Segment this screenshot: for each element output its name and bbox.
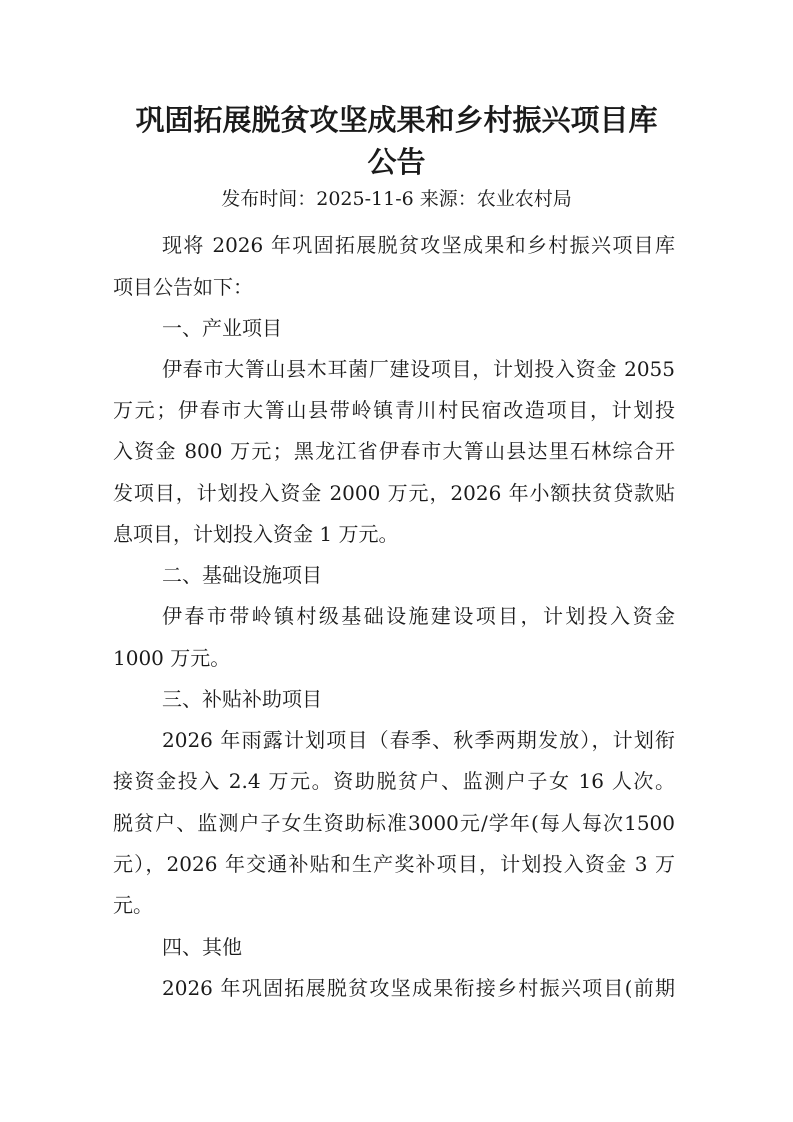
section-3-line-3: 脱贫户、监测户子女生资助标准3000元/学年(每人每次1500: [113, 811, 675, 835]
section-1-heading: 一、产业项目: [162, 316, 282, 340]
section-3-line-4: 元），2026 年交通补贴和生产奖补项目，计划投入资金 3 万: [113, 852, 675, 876]
section-1-line-3: 入资金 800 万元；黑龙江省伊春市大箐山县达里石林综合开: [113, 439, 675, 463]
section-2-line-1: 伊春市带岭镇村级基础设施建设项目，计划投入资金: [162, 604, 675, 628]
intro-line-2: 项目公告如下：: [113, 275, 253, 299]
section-2-heading: 二、基础设施项目: [162, 563, 322, 587]
section-1-line-4: 发项目，计划投入资金 2000 万元，2026 年小额扶贫贷款贴: [113, 481, 675, 505]
section-1-line-1: 伊春市大箐山县木耳菌厂建设项目，计划投入资金 2055: [162, 357, 675, 381]
section-1-line-2: 万元；伊春市大箐山县带岭镇青川村民宿改造项目，计划投: [113, 398, 675, 422]
intro-line-1: 现将 2026 年巩固拓展脱贫攻坚成果和乡村振兴项目库: [162, 233, 675, 257]
publish-meta: 发布时间：2025-11-6 来源：农业农村局: [221, 188, 572, 210]
section-1-line-5: 息项目，计划投入资金 1 万元。: [113, 522, 399, 546]
section-3-line-5: 元。: [113, 893, 153, 917]
section-3-heading: 三、补贴补助项目: [162, 687, 322, 711]
section-4-heading: 四、其他: [162, 935, 242, 959]
section-2-line-2: 1000 万元。: [113, 646, 231, 670]
document-title-line-1: 巩固拓展脱贫攻坚成果和乡村振兴项目库: [135, 103, 658, 137]
section-3-line-1: 2026 年雨露计划项目（春季、秋季两期发放），计划衔: [162, 728, 675, 752]
document-title-line-2: 公告: [367, 145, 426, 179]
section-3-line-2: 接资金投入 2.4 万元。资助脱贫户、监测户子女 16 人次。: [113, 769, 675, 793]
section-4-line-1: 2026 年巩固拓展脱贫攻坚成果衔接乡村振兴项目(前期: [162, 976, 675, 1000]
